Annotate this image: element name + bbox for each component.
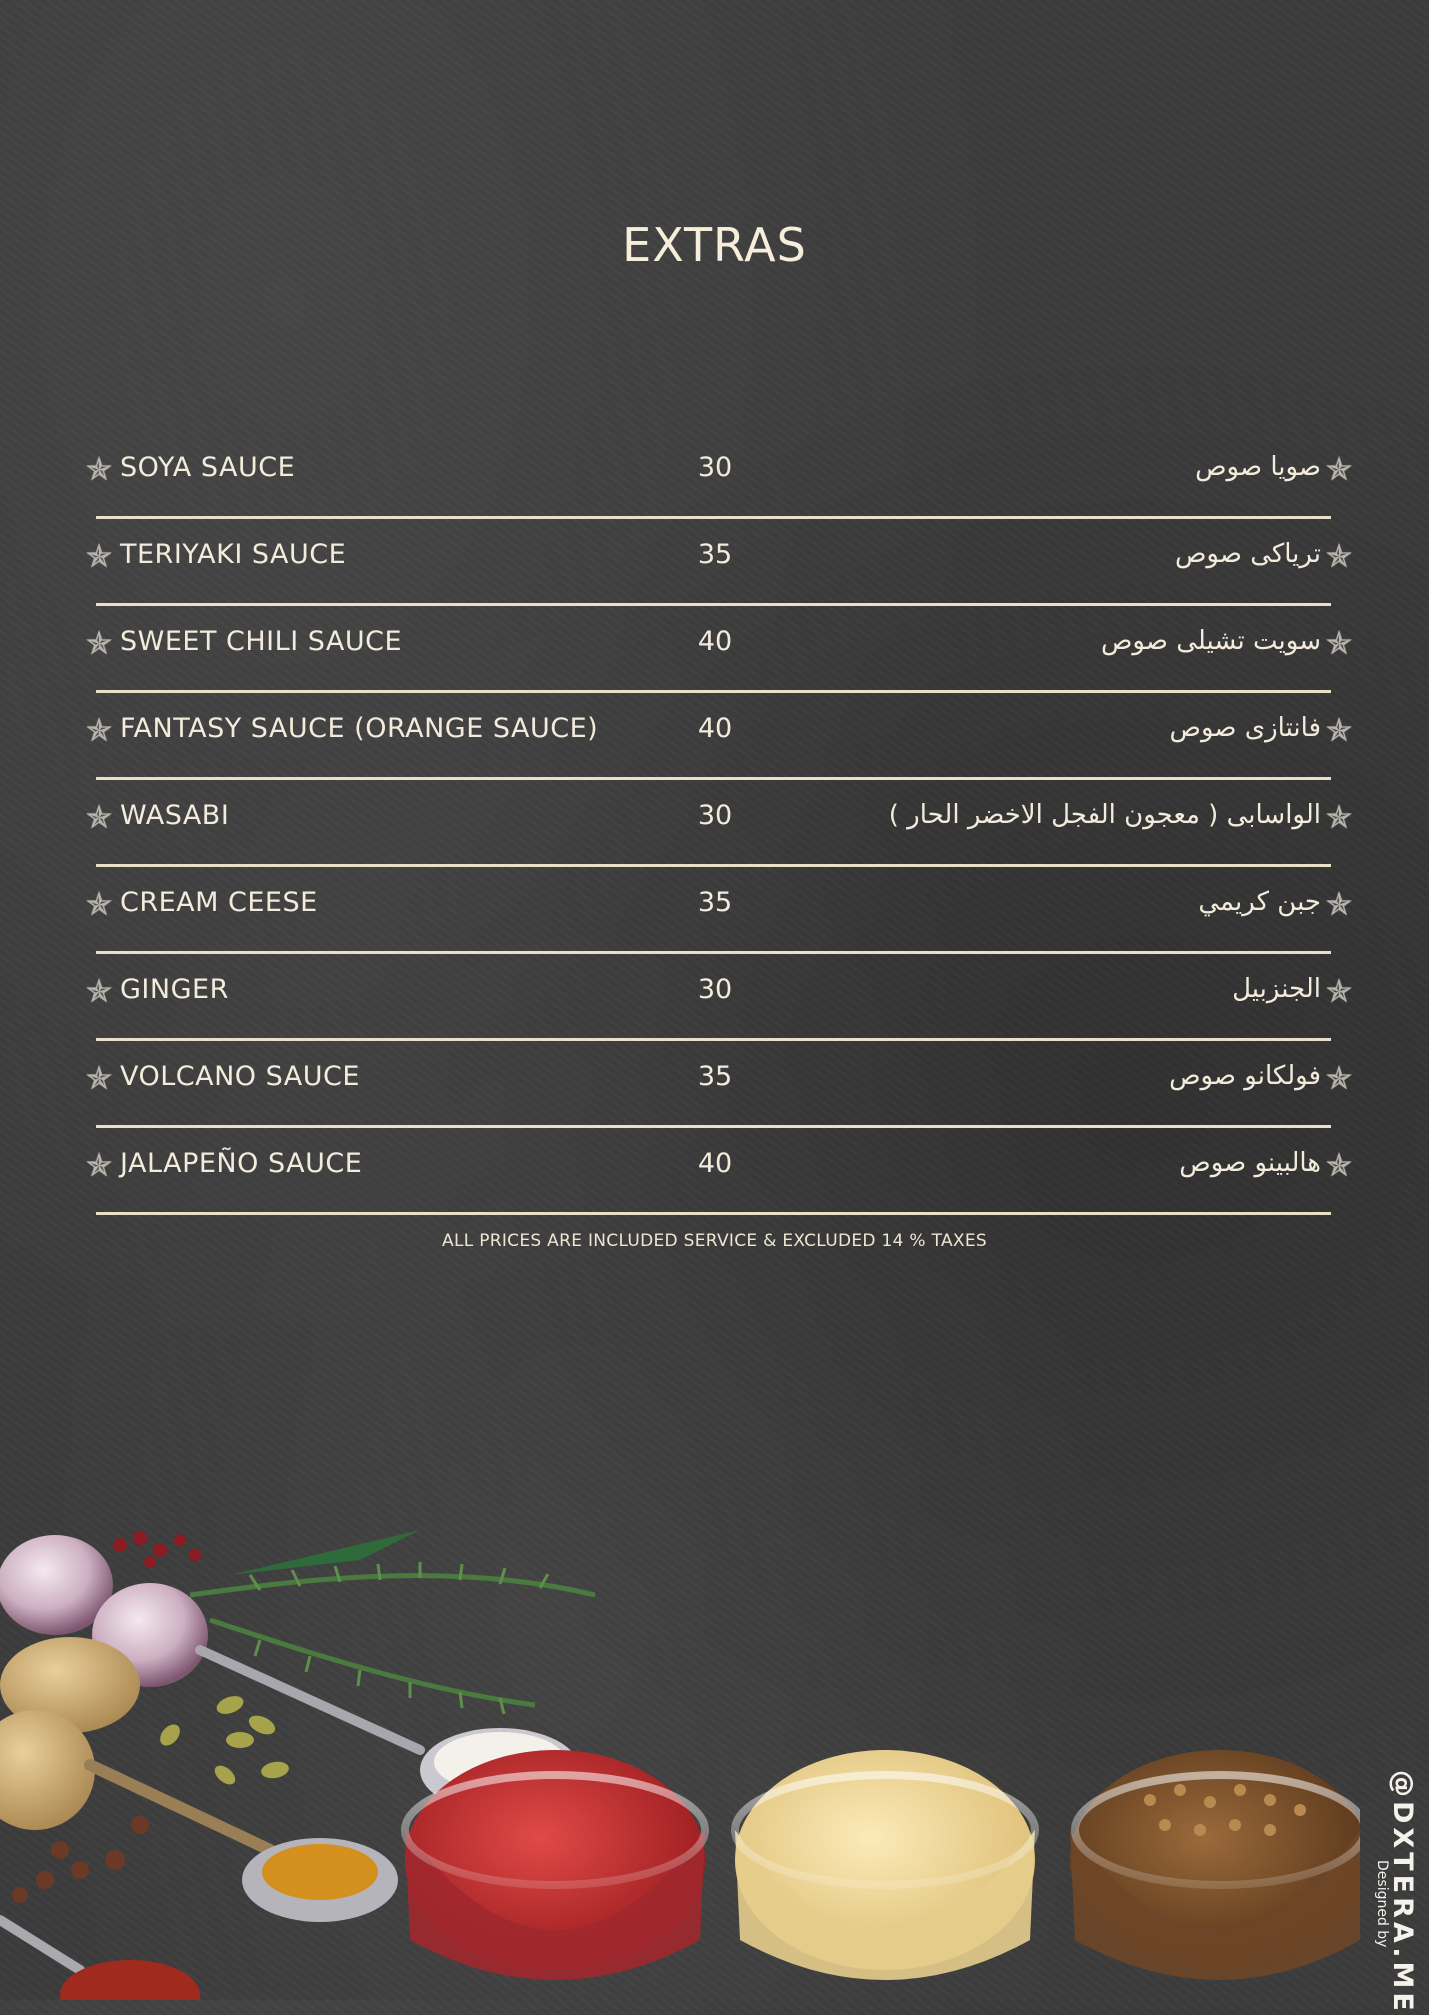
item-name-en: SOYA SAUCE bbox=[120, 452, 296, 483]
star-icon: ✯ bbox=[85, 624, 113, 662]
star-icon: ✯ bbox=[85, 798, 113, 836]
item-name-en: JALAPEÑO SAUCE bbox=[120, 1148, 363, 1179]
star-icon: ✯ bbox=[1325, 1146, 1353, 1184]
item-name-en: TERIYAKI SAUCE bbox=[120, 539, 347, 570]
item-name-ar: هالبينو صوص bbox=[1179, 1148, 1321, 1178]
star-icon: ✯ bbox=[1325, 885, 1353, 923]
designer-label: Designed by bbox=[1374, 1860, 1390, 1948]
menu-row bbox=[0, 693, 1429, 780]
menu-row bbox=[0, 954, 1429, 1041]
star-icon: ✯ bbox=[1325, 798, 1353, 836]
item-name-ar: جبن كريمي bbox=[1198, 887, 1321, 917]
page-title: EXTRAS bbox=[622, 218, 807, 272]
item-price: 35 bbox=[697, 887, 733, 918]
item-name-ar: سويت تشيلى صوص bbox=[1100, 626, 1321, 656]
item-name-en: VOLCANO SAUCE bbox=[120, 1061, 360, 1092]
item-name-en: GINGER bbox=[120, 974, 229, 1005]
menu-row bbox=[0, 432, 1429, 519]
star-icon: ✯ bbox=[85, 1059, 113, 1097]
item-price: 30 bbox=[697, 800, 733, 831]
item-price: 35 bbox=[697, 539, 733, 570]
star-icon: ✯ bbox=[85, 1146, 113, 1184]
star-icon: ✯ bbox=[85, 711, 113, 749]
item-name-ar: الجنزبيل bbox=[1232, 974, 1321, 1004]
item-name-ar: فانتازى صوص bbox=[1169, 713, 1321, 743]
star-icon: ✯ bbox=[1325, 624, 1353, 662]
star-icon: ✯ bbox=[85, 450, 113, 488]
star-icon: ✯ bbox=[85, 972, 113, 1010]
menu-row bbox=[0, 1128, 1429, 1215]
menu-row bbox=[0, 606, 1429, 693]
item-price: 40 bbox=[697, 626, 733, 657]
menu-row bbox=[0, 867, 1429, 954]
star-icon: ✯ bbox=[85, 537, 113, 575]
tax-note: ALL PRICES ARE INCLUDED SERVICE & EXCLUDED 14 % TAXES bbox=[442, 1231, 987, 1251]
designer-handle: @DXTERA.ME bbox=[1387, 1770, 1418, 2015]
star-icon: ✯ bbox=[1325, 537, 1353, 575]
designer-credit bbox=[1362, 1760, 1424, 2015]
menu-row bbox=[0, 1041, 1429, 1128]
item-name-en: SWEET CHILI SAUCE bbox=[120, 626, 403, 657]
star-icon: ✯ bbox=[1325, 972, 1353, 1010]
item-price: 40 bbox=[697, 1148, 733, 1179]
menu-row bbox=[0, 780, 1429, 867]
item-price: 40 bbox=[697, 713, 733, 744]
menu-list bbox=[0, 432, 1429, 1215]
menu-row bbox=[0, 519, 1429, 606]
star-icon: ✯ bbox=[1325, 450, 1353, 488]
item-name-en: WASABI bbox=[120, 800, 230, 831]
item-name-en: CREAM CEESE bbox=[120, 887, 318, 918]
star-icon: ✯ bbox=[85, 885, 113, 923]
item-price: 30 bbox=[697, 974, 733, 1005]
food-illustration bbox=[0, 1500, 1360, 2000]
item-price: 30 bbox=[697, 452, 733, 483]
item-name-ar: صويا صوص bbox=[1195, 452, 1321, 482]
item-name-ar: الواسابى ( معجون الفجل الاخضر الحار ) bbox=[888, 800, 1321, 830]
divider bbox=[96, 1212, 1331, 1215]
item-name-ar: ترياكى صوص bbox=[1175, 539, 1321, 569]
star-icon: ✯ bbox=[1325, 711, 1353, 749]
item-name-en: FANTASY SAUCE (ORANGE SAUCE) bbox=[120, 713, 599, 744]
item-price: 35 bbox=[697, 1061, 733, 1092]
star-icon: ✯ bbox=[1325, 1059, 1353, 1097]
item-name-ar: فولكانو صوص bbox=[1169, 1061, 1321, 1091]
